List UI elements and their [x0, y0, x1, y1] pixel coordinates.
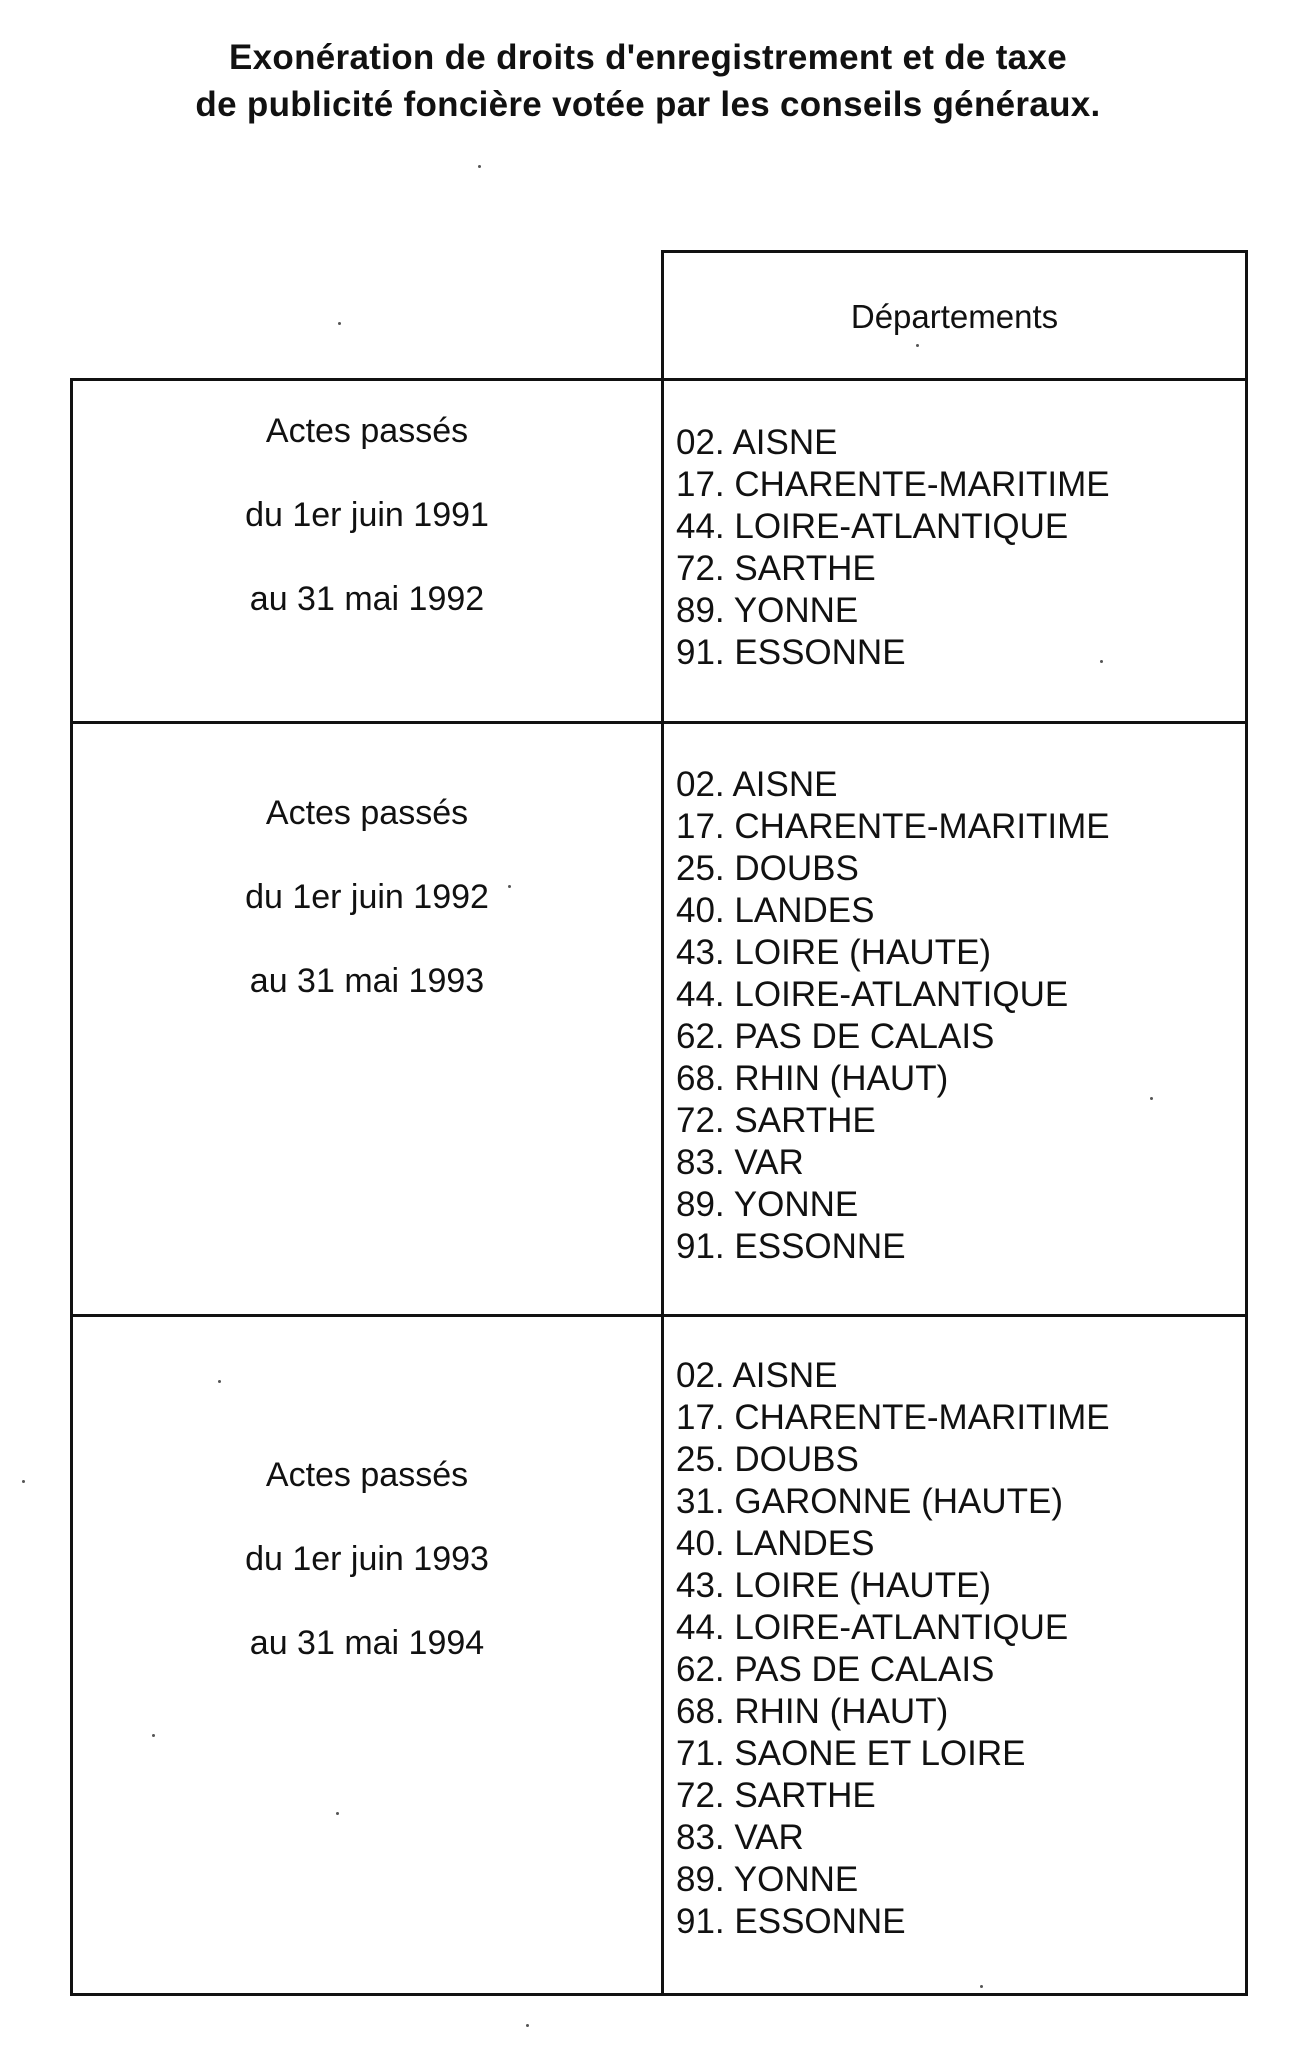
departement-item: 25. DOUBS: [676, 849, 859, 888]
departement-item: 91. ESSONNE: [676, 1902, 906, 1941]
departements-list-1993: [676, 1355, 1110, 1943]
departement-item: 91. ESSONNE: [676, 633, 906, 672]
period-label: Actes passés: [265, 412, 469, 450]
column-header-label: Départements: [850, 297, 1059, 335]
departement-item: 83. VAR: [676, 1818, 804, 1857]
scan-speck: [22, 1480, 25, 1483]
period-end: au 31 mai 1993: [249, 962, 485, 1000]
period-label: Actes passés: [265, 794, 469, 832]
departement-item: 44. LOIRE-ATLANTIQUE: [676, 1608, 1069, 1647]
departement-item: 17. CHARENTE-MARITIME: [676, 465, 1110, 504]
departement-item: 89. YONNE: [676, 1860, 859, 1899]
period-end: au 31 mai 1994: [249, 1624, 485, 1662]
period-label: Actes passés: [265, 1456, 469, 1494]
title-line-1: Exonération de droits d'enregistrement et de taxe: [229, 38, 1067, 77]
scan-speck: [980, 1985, 983, 1988]
scan-speck: [152, 1734, 155, 1737]
period-start: du 1er juin 1991: [245, 496, 489, 534]
period-cell-1992: [73, 771, 661, 1023]
departement-item: 44. LOIRE-ATLANTIQUE: [676, 507, 1069, 546]
departement-item: 68. RHIN (HAUT): [676, 1059, 949, 1098]
departement-item: 89. YONNE: [676, 1185, 859, 1224]
departement-item: 89. YONNE: [676, 591, 859, 630]
scan-speck: [1100, 660, 1103, 663]
period-start: du 1er juin 1992: [245, 878, 489, 916]
departement-item: 91. ESSONNE: [676, 1227, 906, 1266]
departement-item: 17. CHARENTE-MARITIME: [676, 807, 1110, 846]
departement-item: 68. RHIN (HAUT): [676, 1692, 949, 1731]
departement-item: 02. AISNE: [676, 1356, 838, 1395]
period-cell-1993: [73, 1433, 661, 1685]
scan-speck: [916, 344, 919, 347]
scan-speck: [508, 885, 511, 888]
column-divider: [661, 381, 664, 1993]
period-end: au 31 mai 1992: [249, 580, 485, 618]
scan-speck: [338, 322, 341, 325]
title-line-2: de publicité foncière votée par les conseils généraux.: [195, 85, 1101, 124]
departements-list-1991: [676, 422, 1110, 674]
scan-speck: [336, 1812, 339, 1815]
departement-item: 40. LANDES: [676, 891, 875, 930]
scan-speck: [478, 165, 481, 168]
departement-item: 71. SAONE ET LOIRE: [676, 1734, 1026, 1773]
scan-speck: [218, 1380, 221, 1383]
departement-item: 44. LOIRE-ATLANTIQUE: [676, 975, 1069, 1014]
departement-item: 02. AISNE: [676, 423, 838, 462]
departement-item: 02. AISNE: [676, 765, 838, 804]
departement-item: 62. PAS DE CALAIS: [676, 1017, 995, 1056]
departement-item: 43. LOIRE (HAUTE): [676, 933, 992, 972]
row-divider-2: [73, 1314, 1245, 1317]
departement-item: 17. CHARENTE-MARITIME: [676, 1398, 1110, 1437]
departement-item: 62. PAS DE CALAIS: [676, 1650, 995, 1689]
scan-speck: [526, 2024, 529, 2027]
row-divider-1: [73, 721, 1245, 724]
departement-item: 25. DOUBS: [676, 1440, 859, 1479]
departement-item: 72. SARTHE: [676, 1776, 876, 1815]
period-cell-1991: [73, 389, 661, 641]
scan-speck: [1150, 1097, 1153, 1100]
departement-item: 72. SARTHE: [676, 1101, 876, 1140]
departement-item: 43. LOIRE (HAUTE): [676, 1566, 992, 1605]
period-start: du 1er juin 1993: [245, 1540, 489, 1578]
departements-list-1992: [676, 764, 1110, 1268]
departement-item: 40. LANDES: [676, 1524, 875, 1563]
exoneration-table: [70, 378, 1248, 1996]
departement-item: 72. SARTHE: [676, 549, 876, 588]
departement-item: 83. VAR: [676, 1143, 804, 1182]
column-header-departements: [661, 250, 1248, 380]
departement-item: 31. GARONNE (HAUTE): [676, 1482, 1063, 1521]
document-title: [0, 34, 1296, 128]
